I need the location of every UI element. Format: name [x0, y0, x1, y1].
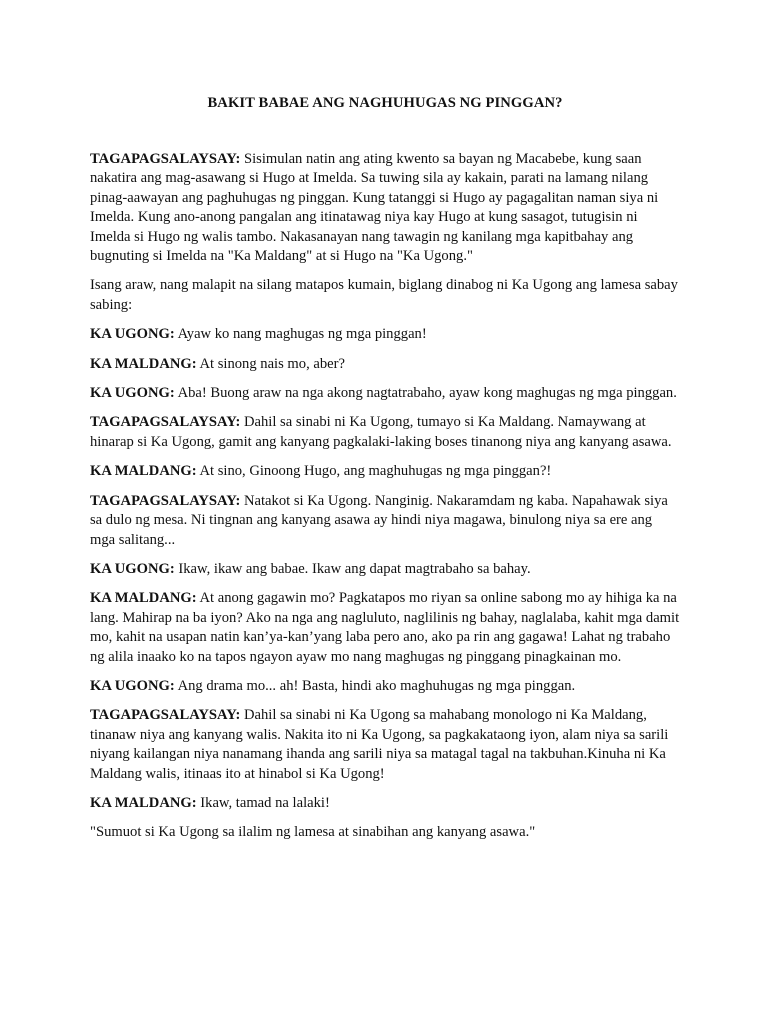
- paragraph-narrator-1: [90, 150, 680, 266]
- paragraph-text: Sisimulan natin ang ating kwento sa bayan ng Macabebe, kung saan nakatira ang mag-asawang si Hugo at Imelda. Sa tuwing sila ay kakain, parati na lamang nilang pinag-aawayan ang paghuhugas ng pinggan. Kung tatanggi si Hugo ay pagagalitan naman siya ni Imelda. Kung ano-anong pangalan ang itinatawag niya kay Hugo at kung sasagot, tutugisin ni Imelda si Hugo ng walis tambo. Nakasanayan nang tawagin ng kanilang mga kapitbahay ang bugnuting si Imelda na "Ka Maldang" at si Hugo na "Ka Ugong.": [90, 151, 659, 265]
- speaker-label: TAGAPAGSALAYSAY:: [90, 707, 241, 724]
- paragraph-ka-maldang-4: [90, 794, 680, 813]
- speaker-label: KA UGONG:: [90, 326, 175, 343]
- document-title: BAKIT BABAE ANG NAGHUHUGAS NG PINGGAN?: [207, 95, 563, 111]
- paragraph-text: Ayaw ko nang maghugas ng mga pinggan!: [177, 326, 427, 343]
- paragraph-ka-ugong-4: [90, 677, 680, 696]
- paragraph-narrator-2: [90, 413, 680, 452]
- speaker-label: KA UGONG:: [90, 560, 175, 577]
- speaker-label: KA UGONG:: [90, 677, 175, 694]
- paragraph-ka-maldang-3: [90, 589, 680, 667]
- document-page: [90, 94, 680, 853]
- speaker-label: KA MALDANG:: [90, 463, 197, 480]
- paragraph-narrator-3: [90, 492, 680, 550]
- paragraph-ka-ugong-2: [90, 384, 680, 403]
- paragraph-ka-maldang-2: [90, 462, 680, 481]
- paragraph-text: "Sumuot si Ka Ugong sa ilalim ng lamesa at sinabihan ang kanyang asawa.": [90, 824, 536, 841]
- paragraph-text: At anong gagawin mo? Pagkatapos mo riyan sa online sabong mo ay hihiga ka na lang. Mahirap na ba iyon? Ako na nga ang nagluluto, naglilinis ng bahay, naglalaba, kahit mga damit mo, kahit na usapan natin kan’ya-kan’yang laba pero ano, ako pa rin ang gagawa! Lahat ng trabaho ng alila inaako ko na tapos ngayon ayaw mo nang maghugas ng pinggang pinagkainan mo.: [90, 590, 680, 665]
- paragraph-text: Dahil sa sinabi ni Ka Ugong sa mahabang monologo ni Ka Maldang, tinanaw niya ang kanyang walis. Nakita ito ni Ka Ugong, sa pagkakataong iyon, alam niya sa sarili niyang kailangan niya nanamang ihanda ang sarili niya sa matagal tagal na takbuhan.Kinuha ni Ka Maldang walis, itinaas ito at hinabol si Ka Ugong!: [90, 707, 669, 782]
- speaker-label: TAGAPAGSALAYSAY:: [90, 151, 241, 167]
- paragraph-narration: [90, 276, 680, 315]
- paragraph-text: Dahil sa sinabi ni Ka Ugong, tumayo si Ka Maldang. Namaywang at hinarap si Ka Ugong, gamit ang kanyang pagkalaki-laking boses tinanong niya ang kanyang asawa.: [90, 414, 672, 450]
- paragraph-narrator-4: [90, 706, 680, 784]
- paragraph-text: Aba! Buong araw na nga akong nagtatrabaho, ayaw kong maghugas ng mga pinggan.: [177, 385, 677, 402]
- speaker-label: TAGAPAGSALAYSAY:: [90, 414, 241, 431]
- paragraph-text: At sinong nais mo, aber?: [199, 355, 345, 372]
- speaker-label: KA MALDANG:: [90, 590, 197, 607]
- paragraph-ka-ugong-1: [90, 325, 680, 344]
- speaker-label: KA MALDANG:: [90, 355, 197, 372]
- paragraph-text: At sino, Ginoong Hugo, ang maghuhugas ng mga pinggan?!: [199, 463, 552, 480]
- paragraph-text: Ang drama mo... ah! Basta, hindi ako maghuhugas ng mga pinggan.: [177, 677, 576, 694]
- paragraph-ka-ugong-3: [90, 560, 680, 579]
- speaker-label: KA UGONG:: [90, 385, 175, 402]
- paragraph-text: Isang araw, nang malapit na silang matapos kumain, biglang dinabog ni Ka Ugong ang lamesa sabay sabing:: [90, 277, 678, 313]
- speaker-label: KA MALDANG:: [90, 794, 197, 811]
- speaker-label: TAGAPAGSALAYSAY:: [90, 492, 241, 509]
- paragraph-ka-maldang-1: [90, 355, 680, 374]
- paragraph-text: Ikaw, tamad na lalaki!: [200, 794, 330, 811]
- paragraph-text: Ikaw, ikaw ang babae. Ikaw ang dapat magtrabaho sa bahay.: [178, 560, 531, 577]
- paragraph-text: Natakot si Ka Ugong. Nanginig. Nakaramdam ng kaba. Napahawak siya sa dulo ng mesa. Ni tingnan ang kanyang asawa ay hindi niya magawa, binulong niya sa ere ang mga salitang...: [90, 492, 668, 548]
- paragraph-closing-quote: [90, 823, 680, 842]
